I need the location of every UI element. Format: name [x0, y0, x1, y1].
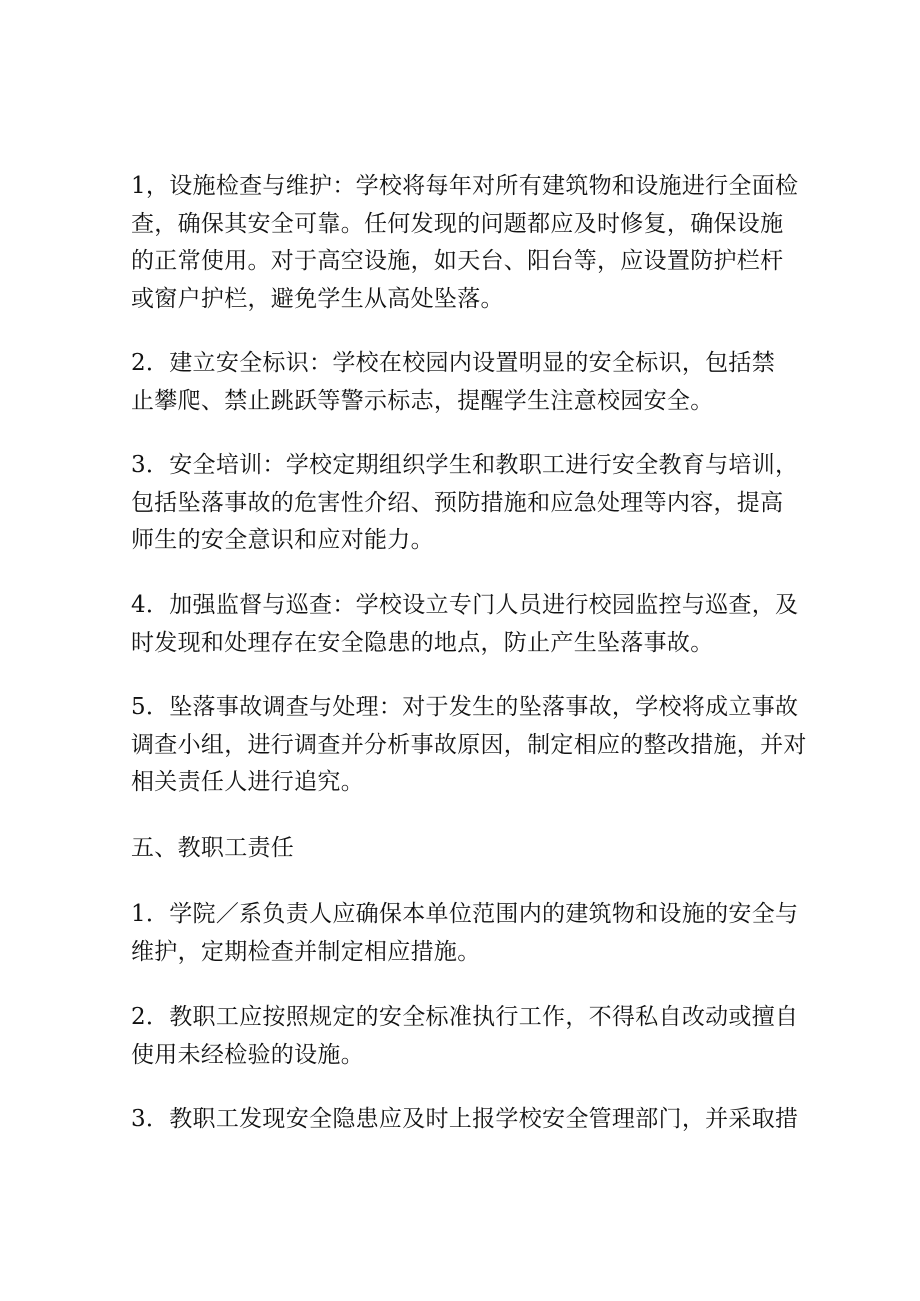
text-line: 2．教职工应按照规定的安全标准执行工作，不得私自改动或擅自	[131, 1004, 799, 1030]
text-line: 调查小组，进行调查并分析事故原因，制定相应的整改措施，并对	[131, 731, 807, 758]
text-line: 3．安全培训：学校定期组织学生和教职工进行安全教育与培训，	[131, 452, 799, 478]
paragraph-accident-investigation	[131, 689, 807, 802]
section-heading: 五、教职工责任	[131, 835, 295, 861]
paragraph-department-head	[131, 896, 801, 971]
text-line: 或窗户护栏，避免学生从高处坠落。	[131, 285, 504, 312]
text-line: 包括坠落事故的危害性介绍、预防措施和应急处理等内容，提高	[131, 489, 784, 516]
text-line: 使用未经检验的设施。	[131, 1041, 364, 1068]
text-line: 4．加强监督与巡查：学校设立专门人员进行校园监控与巡查，及	[131, 592, 799, 618]
text-line: 时发现和处理存在安全隐患的地点，防止产生坠落事故。	[131, 629, 714, 656]
paragraph-staff-standards	[131, 999, 801, 1074]
text-line: 3．教职工发现安全隐患应及时上报学校安全管理部门，并采取措	[131, 1106, 799, 1132]
text-line: 维护，定期检查并制定相应措施。	[131, 938, 481, 965]
paragraph-supervision	[131, 587, 801, 662]
text-line: 1．学院／系负责人应确保本单位范围内的建筑物和设施的安全与	[131, 901, 799, 927]
text-line: 止攀爬、禁止跳跃等警示标志，提醒学生注意校园安全。	[131, 387, 714, 414]
section-heading-staff-responsibility	[131, 830, 801, 868]
text-line: 的正常使用。对于高空设施，如天台、阳台等，应设置防护栏杆	[131, 248, 784, 274]
paragraph-safety-training	[131, 447, 801, 560]
text-line: 师生的安全意识和应对能力。	[131, 527, 434, 553]
text-line: 5．坠落事故调查与处理：对于发生的坠落事故，学校将成立事故	[131, 694, 799, 720]
text-line: 2．建立安全标识：学校在校园内设置明显的安全标识，包括禁	[131, 350, 776, 376]
paragraph-safety-signs	[131, 345, 801, 420]
paragraph-facility-inspection	[131, 168, 801, 318]
text-line: 相关责任人进行追究。	[131, 769, 364, 795]
text-line: 查，确保其安全可靠。任何发现的问题都应及时修复，确保设施	[131, 210, 784, 237]
paragraph-hazard-reporting	[131, 1101, 801, 1139]
text-line: 1，设施检查与维护：学校将每年对所有建筑物和设施进行全面检	[131, 173, 799, 199]
